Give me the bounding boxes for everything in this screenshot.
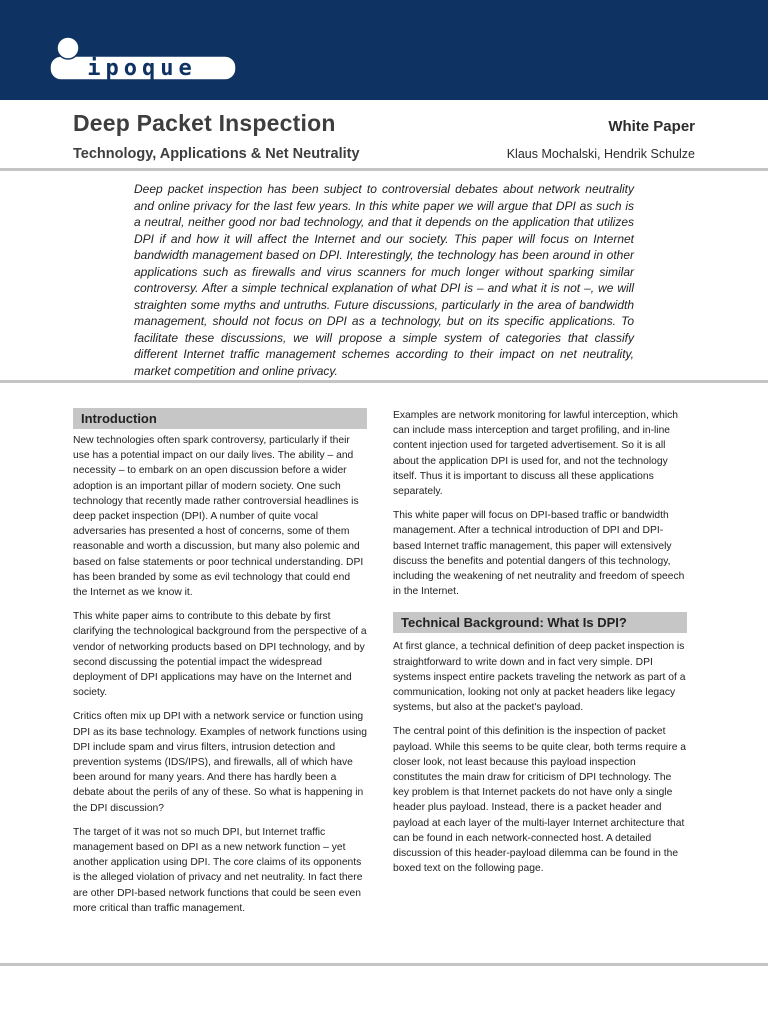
document-type: White Paper: [608, 118, 695, 135]
paragraph: Examples are network monitoring for lawful interception, which can include mass interception and target profiling, and in-line content injection used for targeted advertisement. So it is all about the application DPI is used for, and not the technology itself. Thus it is important to discuss all these applications separately.: [393, 410, 679, 498]
abstract: Deep packet inspection has been subject to controversial debates about network neutrality and online privacy for the last few years. In this white paper we will argue that DPI as such is a neutral, neither good nor bad technology, and that it depends on the application that utilizes DPI if and how it will affect the Internet and our society. This paper will focus on Internet bandwidth management based on DPI. Interestingly, the technology has been around in other applications such as firewalls and virus scanners for much longer without sparking similar controversy. After a simple technical explanation of what DPI is – and what it is not –, we will straighten some myths and untruths. Future discussions, particularly in the area of bandwidth management, should not focus on DPI as a technology, but on its specific applications. To facilitate these discussions, we will propose a simple system of categories that classify different Internet traffic management schemes according to their impact on net neutrality, market competition and online privacy.: [134, 182, 634, 378]
paragraph: This white paper will focus on DPI-based traffic or bandwidth management. After a technical introduction of DPI and DPI-based Internet traffic management, this paper will extensively discuss the benefits and potential dangers of this technology, including the weakening of net neutrality and freedom of speech in the Internet.: [393, 510, 685, 598]
paragraph: The target of it was not so much DPI, but Internet traffic management based on DPI as a new network function – yet another application using DPI. The core claims of its opponents is the alleged violation of privacy and net neutrality. In fact there are other DPI-based network functions that could be seen even more critical than traffic management.: [73, 826, 363, 914]
logo-wordmark: ipoque: [87, 56, 197, 81]
left-column: [73, 408, 367, 925]
paragraph: At first glance, a technical definition of deep packet inspection is straightforward to write down and in fact very simple. DPI systems inspect entire packets traveling the network as part of a communication, looking not only at packet headers like legacy systems, but also at the packet's payload.: [393, 641, 686, 714]
section-heading: Technical Background: What Is DPI?: [393, 612, 687, 633]
right-column: [393, 408, 687, 885]
title-block: [0, 100, 768, 172]
divider: [0, 380, 768, 383]
paragraph: Critics often mix up DPI with a network service or function using DPI as its base technology. Examples of network functions using DPI include spam and virus filters, intrusion detection and prevention systems (IDS/IPS), and firewalls, all of which have been around for many years. And there has hardly been a debate about the perils of any of these. So what is happening in the DPI discussion?: [73, 711, 367, 814]
paragraph: New technologies often spark controversy, particularly if their use has a potential impact on our daily lives. The ability – and necessity – to embark on an open discussion before a wider adoption is an important pillar of modern society. One such technology that recently made rather controversial headlines is deep packet inspection (DPI). A number of quite vocal adversaries has presented a host of concerns, some of them reasonable and worth a discussion, but many also polemic and based on false statements or poor technical understanding. DPI has been branded by some as evil technology that could end the Internet as we know it.: [73, 435, 364, 599]
paragraph: The central point of this definition is the inspection of packet payload. While this seems to be quite clear, both terms require a closer look, not least because this payload inspection constitutes the main draw for criticism of DPI technology. The key problem is that Internet packets do not have only a single header plus payload. Instead, there is a packet header and payload at each layer of the multi-layer Internet architecture that can be found in each network-connected host. A detailed discussion of this header-payload dilemma can be found in the boxed text on the following page.: [393, 726, 687, 875]
section-heading: Introduction: [73, 408, 367, 429]
divider: [0, 963, 768, 966]
document-authors: Klaus Mochalski, Hendrik Schulze: [506, 147, 695, 161]
paragraph: This white paper aims to contribute to this debate by first clarifying the technological background from the perspective of a vendor of networking products based on DPI technology, and by second discussing the potential impact the widespread deployment of DPI applications may have on the Internet and society.: [73, 611, 367, 699]
document-subtitle: Technology, Applications & Net Neutrality: [73, 146, 360, 162]
divider: [0, 168, 768, 171]
document-title: Deep Packet Inspection: [73, 110, 336, 136]
ipoque-logo: [46, 36, 238, 82]
